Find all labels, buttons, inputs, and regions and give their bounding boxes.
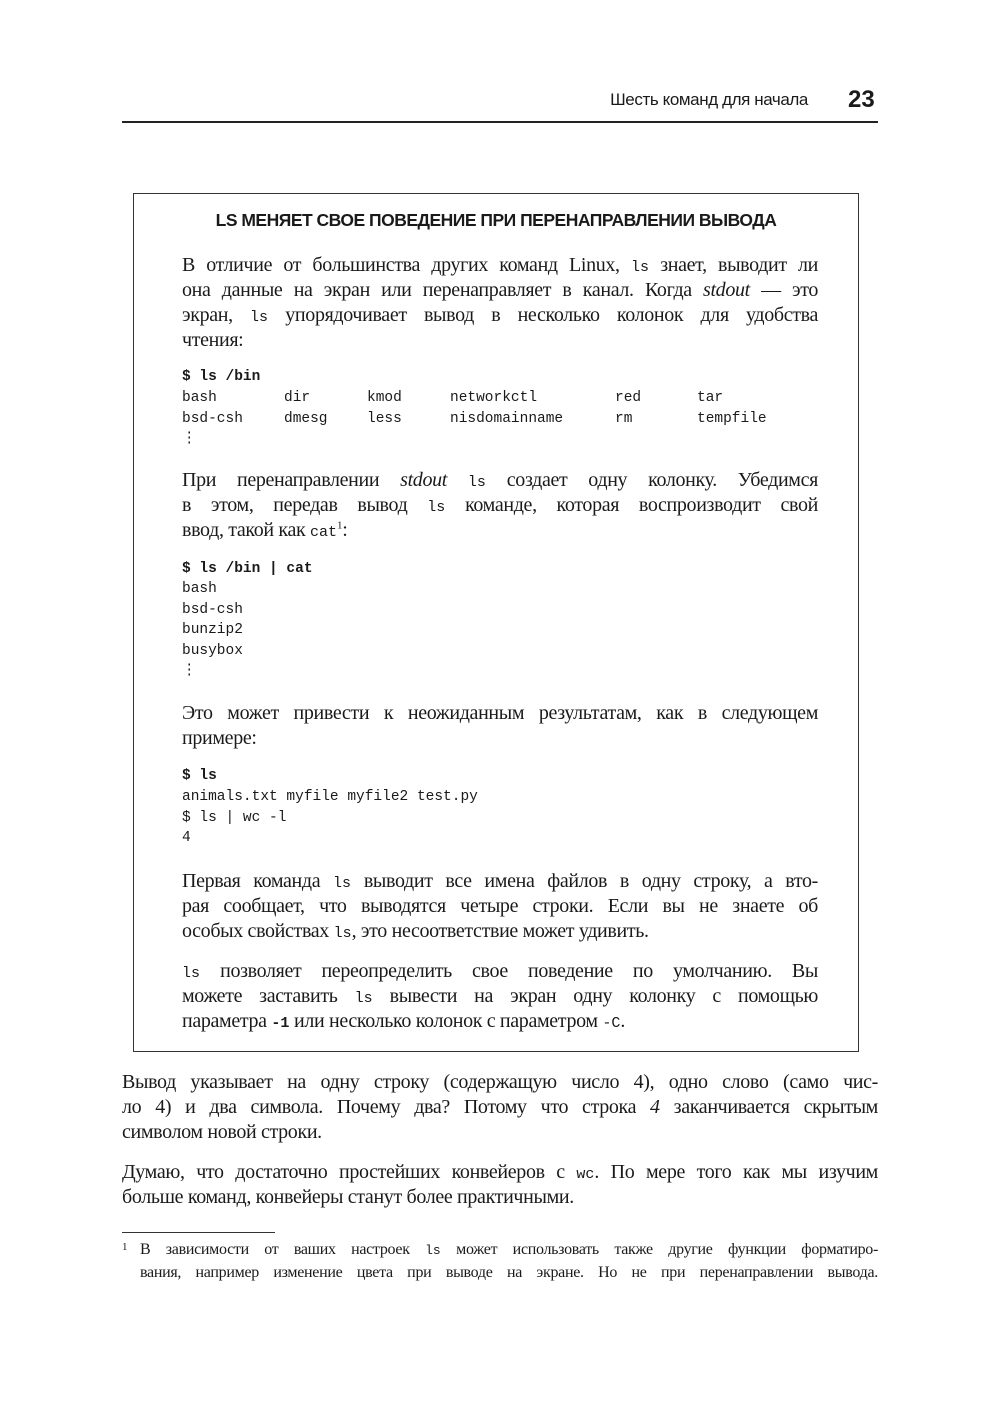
text-run: она данные на экран или перенаправляет в канал. Когда: [182, 279, 704, 301]
text-run: Это может привести к неожиданным результатам, как в следующем: [182, 702, 818, 724]
text-run: выводит все имена файлов в одну строку, а вто-: [351, 870, 818, 892]
italic-term: stdout: [703, 279, 750, 301]
text-run: рая сообщает, что выводятся четыре строки. Если вы не знаете об: [182, 895, 818, 917]
text-run: команде, которая воспроизводит свой: [445, 494, 819, 516]
code-command: $ ls /bin: [182, 369, 261, 385]
italic-term: 4: [650, 1096, 660, 1118]
inline-code: cat: [310, 524, 338, 541]
text-run: вания, например изменение цвета при выводе на экране. Но не при перенаправлении вывода.: [140, 1264, 878, 1281]
code-output-cell: less: [367, 410, 402, 427]
text-line: [140, 1239, 878, 1261]
text-run: упорядочивает вывод в несколько колонок для удобства: [268, 304, 818, 326]
text-line: [182, 1009, 818, 1034]
code-output-cell: tar: [697, 390, 724, 406]
text-line: [182, 493, 818, 518]
text-run: знает, выводит ли: [648, 254, 818, 276]
text-run: символом новой строки.: [122, 1121, 322, 1143]
text-run: чтения:: [182, 329, 244, 351]
page-number: 23: [848, 86, 875, 113]
text-line: [182, 518, 818, 543]
text-run: [447, 469, 468, 491]
text-line: [182, 984, 818, 1009]
text-run: :: [342, 519, 348, 541]
code-output-line: animals.txt myfile myfile2 test.py: [182, 789, 478, 805]
code-output-cell: networkctl: [450, 390, 538, 406]
sidebar-title: LS МЕНЯЕТ СВОЕ ПОВЕДЕНИЕ ПРИ ПЕРЕНАПРАВЛЕНИИ ВЫВОДА: [215, 210, 777, 230]
inline-code: ls: [333, 925, 352, 942]
text-line: [182, 701, 818, 726]
text-line: [122, 1185, 878, 1210]
inline-code: ls: [425, 1243, 441, 1258]
header-rule: [122, 121, 878, 123]
code-output-cell: tempfile: [697, 410, 767, 427]
text-line: [182, 726, 818, 751]
text-line: [182, 919, 818, 944]
text-run: экран,: [182, 304, 251, 326]
text-run: , это несоответствие может удивить.: [351, 920, 649, 942]
text-line: [182, 303, 818, 328]
text-run: Вывод указывает на одну строку (содержащую число 4), одно слово (само чис-: [122, 1071, 878, 1093]
text-line: [182, 959, 818, 984]
text-line: [182, 894, 818, 919]
italic-term: stdout: [400, 469, 447, 491]
code-output-line: 4: [182, 830, 191, 846]
text-run: параметра: [182, 1010, 272, 1032]
code-output-line: busybox: [182, 642, 243, 659]
code-output-cell: red: [615, 390, 642, 406]
text-run: ло 4) и два символа. Почему два? Потому что строка: [122, 1096, 651, 1118]
code-output-line: $ ls | wc -l: [182, 809, 287, 826]
inline-code: ls: [354, 990, 373, 1007]
text-line: [182, 278, 818, 303]
inline-code: wc: [576, 1166, 595, 1183]
footnote-rule: [122, 1232, 275, 1233]
inline-code: ls: [630, 259, 649, 276]
inline-code: -1: [271, 1015, 290, 1032]
code-command: $ ls: [182, 768, 217, 784]
text-run: или несколько колонок с параметром: [289, 1010, 603, 1032]
code-output-line: bash: [182, 581, 217, 597]
code-command: $ ls /bin | cat: [182, 561, 313, 577]
text-run: Думаю, что достаточно простейших конвейеров с: [122, 1161, 577, 1183]
text-run: При перенаправлении: [182, 469, 401, 491]
inline-code: ls: [333, 875, 352, 892]
code-output-cell: nisdomainname: [450, 410, 564, 427]
text-run: в этом, передав вывод: [182, 494, 428, 516]
footnote-marker: 1: [122, 1241, 128, 1253]
footnote-ref: 1: [337, 519, 343, 532]
text-run: особых свойствах: [182, 920, 334, 942]
text-run: . По мере того как мы изучим: [594, 1161, 878, 1183]
text-run: .: [620, 1010, 625, 1032]
text-line: [182, 468, 818, 493]
text-line: [182, 253, 818, 278]
code-output-line: bunzip2: [182, 622, 243, 638]
text-run: ввод, такой как: [182, 519, 311, 541]
text-run: заканчивается скрытым: [659, 1096, 878, 1118]
code-output-cell: bash: [182, 390, 217, 406]
text-line: [140, 1262, 878, 1284]
text-line: [122, 1070, 878, 1095]
inline-code: ls: [427, 499, 446, 516]
text-run: — это: [749, 279, 818, 301]
text-run: В отличие от большинства других команд Linux,: [182, 254, 631, 276]
code-output-cell: bsd-csh: [182, 410, 243, 427]
inline-code: ls: [250, 309, 269, 326]
text-run: может использовать также другие функции форматиро-: [440, 1241, 879, 1258]
code-output-cell: kmod: [367, 390, 402, 406]
text-run: можете заставить: [182, 985, 355, 1007]
text-line: [122, 1120, 878, 1145]
running-header-title: Шесть команд для начала: [610, 90, 808, 109]
code-output-line: bsd-csh: [182, 601, 243, 618]
text-run: вывести на экран одну колонку с помощью: [372, 985, 818, 1007]
code-output-cell: rm: [615, 410, 633, 427]
code-output-cell: dir: [284, 390, 311, 406]
text-line: [122, 1095, 878, 1120]
ellipsis: ⋮: [182, 431, 197, 447]
text-run: создает одну колонку. Убедимся: [485, 469, 818, 491]
text-run: Первая команда: [182, 870, 334, 892]
text-run: В зависимости от ваших настроек: [140, 1241, 426, 1258]
text-run: примере:: [182, 727, 257, 749]
text-line: [122, 1160, 878, 1185]
text-run: позволяет переопределить свое поведение по умолчанию. Вы: [200, 960, 818, 982]
text-line: [182, 869, 818, 894]
inline-code: -C: [602, 1015, 621, 1032]
text-run: больше команд, конвейеры станут более практичными.: [122, 1186, 574, 1208]
inline-code: ls: [467, 474, 486, 491]
ellipsis: ⋮: [182, 663, 197, 679]
text-line: [182, 328, 818, 353]
inline-code: ls: [182, 965, 201, 982]
code-output-cell: dmesg: [284, 410, 328, 427]
